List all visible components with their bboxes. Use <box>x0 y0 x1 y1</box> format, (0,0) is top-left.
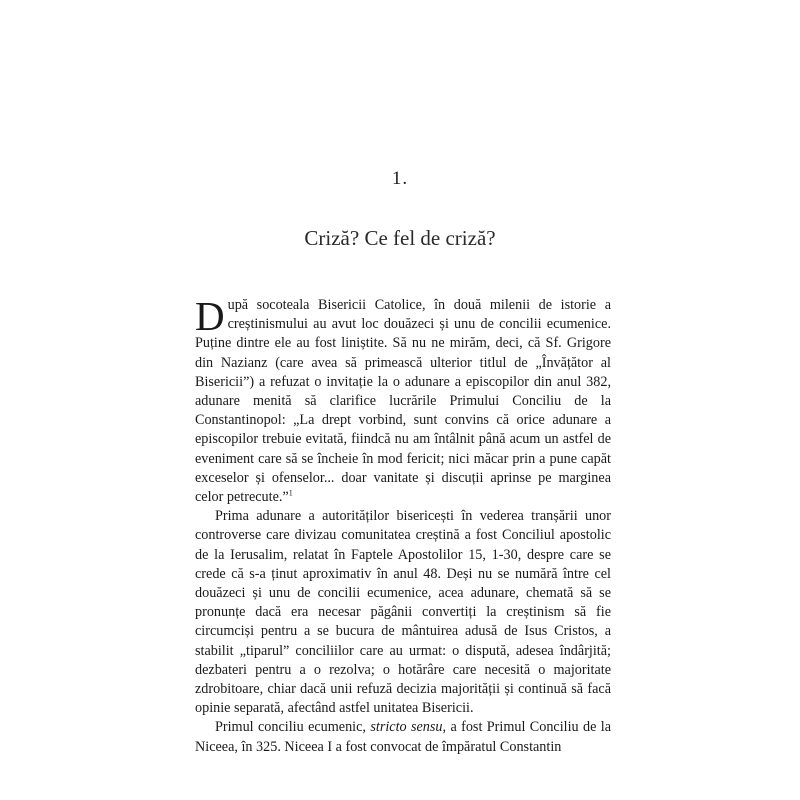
paragraph-3-text-after: , a fost Primul Conciliu de la Niceea, în 325. Niceea I a fost convocat de împăratul Constantin <box>195 719 612 755</box>
paragraph-3-text-before: Primul conciliu ecumenic, <box>215 719 371 736</box>
paragraph-2-text: Prima adunare a autorităților bisericești în vederea tranșării unor controverse care divizau comunitatea creștină a fost Conciliul apostolic de la Ierusalim, relatat în Faptele Apostolilor 15, 1-30, despre care se crede că s-a ținut aproximativ în anul 48. Deși nu se numără între cel douăzeci și unu de concilii ecumenice, acea adunare, chemată să se pronunțe dacă era necesar păgânii convertiți la creștinism să fie circumciși pentru a se bucura de mântuirea adusă de Isus Cristos, a stabilit „tiparul” conciliilor care au urmat: o dispută, adesea îndârjită; dezbateri pentru a o rezolva; o hotărâre care necesită o majoritate zdrobitoare, chiar dacă unii refuză decizia majorității și continuă să facă opinie separată, afectând astfel unitatea Bisericii. <box>195 508 611 717</box>
paragraph-1-text: upă socoteala Bisericii Catolice, în două milenii de istorie a creștinismului au avut loc douăzeci și unu de concilii ecumenice. Puține dintre ele au fost liniștite. Să nu ne mirăm, deci, că Sf. Grigore din Nazianz (care avea să primească ulterior titlul de „Învățător al Bisericii”) a refuzat o invitație la o adunare a episcopilor din anul 382, adunare menită să clarifice lucrările Primului Conciliu de la Constantinopol: „La drept vorbind, sunt convins că orice adunare a episcopilor trebuie evitată, fiindcă nu am întâlnit până acum un astfel de eveniment care să se încheie în mod fericit; nici măcar prin a pune capăt exceselor și ofenselor... doar vanitate și discuții aprinse pe marginea celor petrecute.” <box>195 297 611 506</box>
paragraph-3-italic: stricto sensu <box>370 719 443 736</box>
chapter-title: Criză? Ce fel de criză? <box>304 226 496 250</box>
paragraph-1 <box>195 293 611 507</box>
drop-cap: D <box>195 293 225 339</box>
paragraph-2 <box>195 507 611 718</box>
body-text <box>195 293 612 757</box>
footnote-reference[interactable]: 1 <box>288 488 293 498</box>
chapter-number: 1. <box>391 168 409 189</box>
paragraph-3 <box>195 718 611 756</box>
